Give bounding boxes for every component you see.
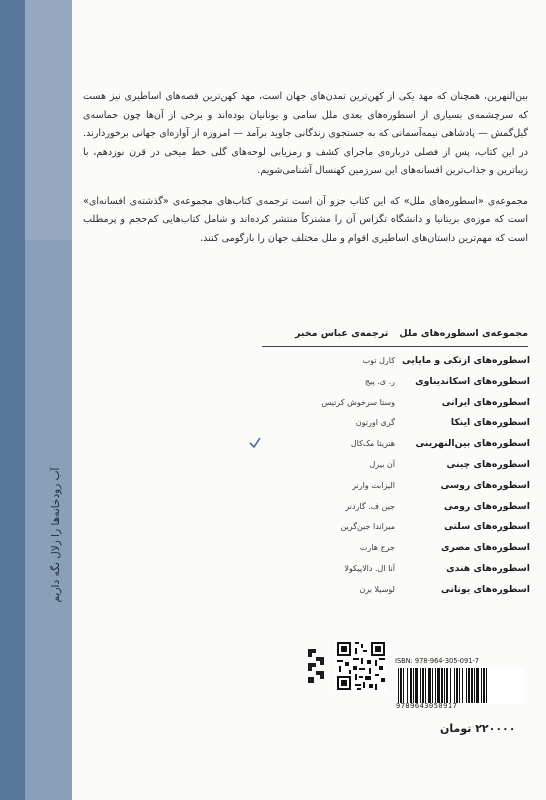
book-list-item [262,397,530,418]
book-author: آن بیرل [369,459,395,469]
book-list-item [262,521,530,542]
checkmark-icon [248,436,262,450]
book-title: اسطوره‌های بین‌النهرینی [415,438,530,450]
book-author: الیزابت وارنر [352,480,395,490]
book-author: وستا سرخوش کرتیس [321,397,395,407]
book-author: ر. ی. پیج [364,376,395,386]
book-list-item [262,480,530,501]
book-title: اسطوره‌های اسکاندیناوی [415,375,530,387]
spine-stripe [0,0,25,800]
book-list-item [262,459,530,480]
book-list-item [262,355,530,376]
book-author: کارل توب [362,356,395,365]
ean-digits: 9789643050917 [396,702,458,710]
series-divider [262,346,528,347]
book-list-item [262,438,530,459]
book-author: جین ف. گاردنر [345,501,395,511]
series-title: مجموعه‌ی اسطوره‌های ملل [399,328,528,339]
series-separator [392,328,395,339]
publisher-logo [305,647,327,685]
book-list [262,355,530,605]
book-title: اسطوره‌های ایرانی [441,396,530,408]
series-header [260,328,528,339]
book-author: میراندا جین‌گرین [340,522,395,532]
book-title: اسطوره‌های روسی [440,479,530,491]
book-title: اسطوره‌های هندی [446,562,530,574]
book-title: اسطوره‌های یونانی [441,583,530,595]
barcode [396,667,524,704]
isbn-label: ISBN: 978-964-305-091-7 [395,657,479,665]
book-list-item [262,417,530,438]
book-title: اسطوره‌های اینکا [450,417,530,429]
blurb-paragraph-2: مجموعه‌ی «اسطوره‌های ملل» که این کتاب جزو آن است ترجمه‌ی کتاب‌های مجموعه‌ی «گذشته‌ی افسانه‌ای» است که موزه‌ی بریتانیا و دانشگاه تگزاس آن را مشترکاً منتشر کرده‌اند و شامل کتاب‌هایی کم‌حجم و پرمطلب است که مهم‌ترین داستان‌های اساطیری اقوام و ملل مختلف جهان را بازگومی کنند. [83,195,528,244]
book-list-item [262,542,530,563]
book-title: اسطوره‌های چینی [446,458,530,470]
book-author: لوسیلا برن [359,584,395,594]
book-title: اسطوره‌های رومی [443,500,530,512]
book-title: اسطوره‌های ازتکی و مایایی [402,355,530,366]
blurb [83,88,528,260]
book-list-item [262,376,530,397]
qr-code [335,640,387,692]
book-list-item [262,501,530,522]
spine-tagline: آب رودخانه‌ها را زلال نگه داریم [50,467,62,603]
price: ۲۲۰۰۰۰ تومان [440,722,516,735]
book-author: آنا ال. دالاپیکولا [344,563,395,573]
book-author: جرج هارت [359,543,395,553]
book-list-item [262,584,530,605]
book-title: اسطوره‌های سلتی [444,521,530,533]
book-author: گری اورتون [355,418,395,428]
book-title: اسطوره‌های مصری [441,542,530,554]
series-translator: ترجمه‌ی عباس مخبر [295,328,389,339]
side-panel-top [25,0,72,240]
book-list-item [262,563,530,584]
blurb-paragraph-1: بین‌النهرین، همچنان که مهد یکی از کهن‌ترین تمدن‌های جهان است، مهد کهن‌ترین قصه‌های اساطیری نیز هست که سرچشمه‌ی بسیاری از اسطوره‌های بعدی ملل سامی و یونانیان بوده‌اند و برخی از آن‌ها چون حماسه‌ی گیل‌گمش — پادشاهی نیمه‌آسمانی که به جستجوی زندگانی جاوید برآمد — امروزه از آوازه‌ای جهانی برخوردارند. در این کتاب، پس از فصلی درباره‌ی ماجرای کشف و رمزیابی لوحه‌های گلی خط میخی در قرن نوزدهم، با زیباترین و جذاب‌ترین افسانه‌های این سرزمین کهنسال آشنامی‌شویم. [83,91,528,176]
book-author: هنریتا مک‌کال [350,439,395,449]
